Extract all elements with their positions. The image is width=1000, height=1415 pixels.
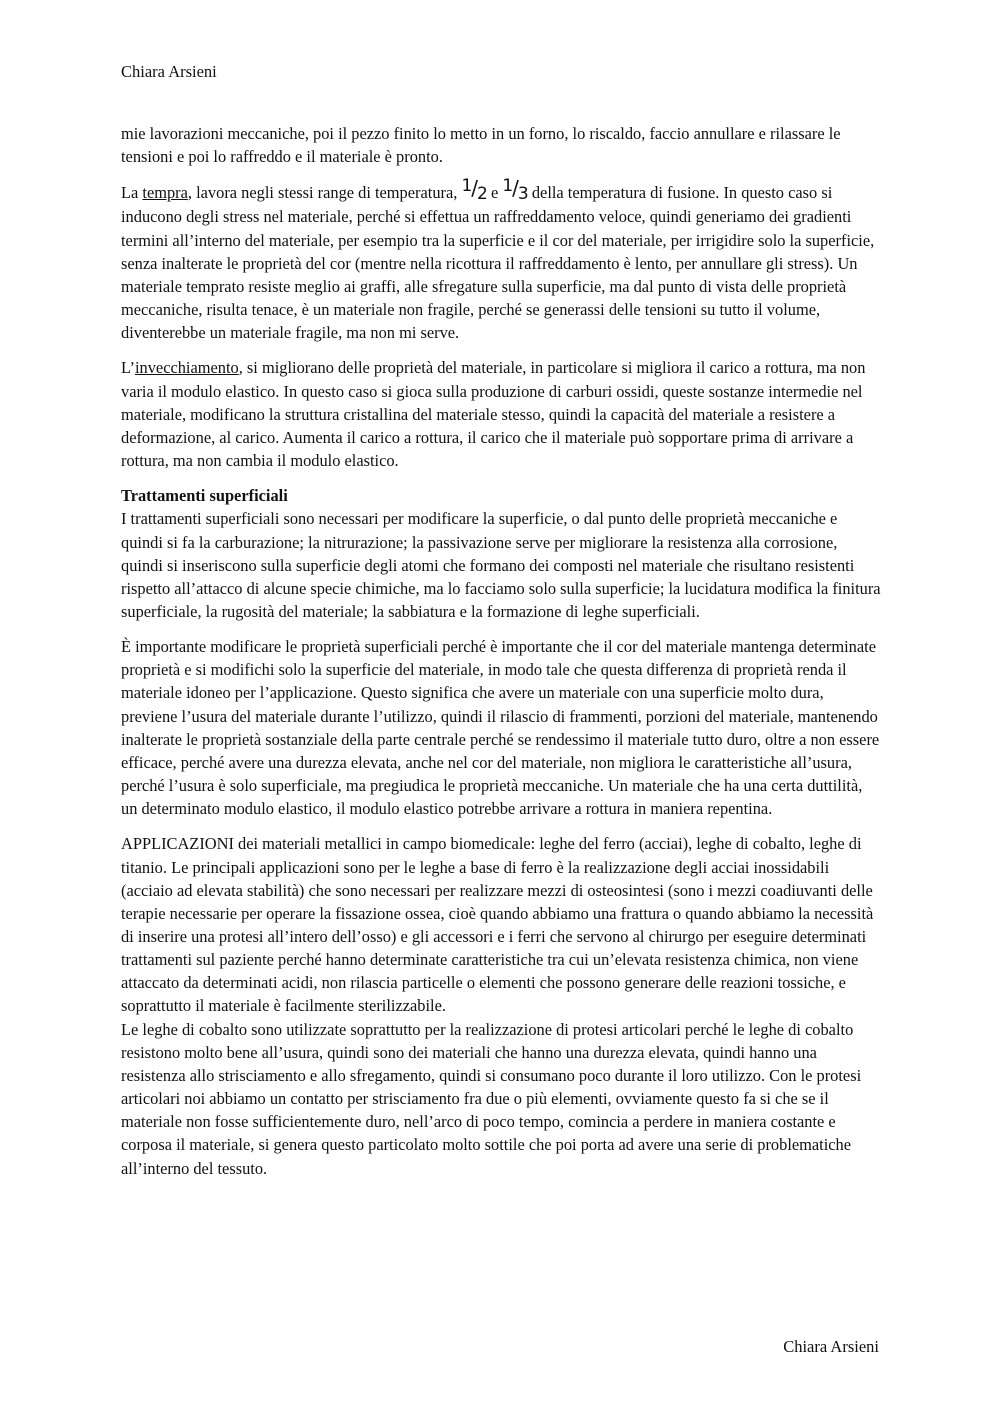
footer-author: Chiara Arsieni <box>783 1337 879 1356</box>
fraction-one-third-numerator: 1 <box>502 176 513 197</box>
paragraph-invecchiamento-text: , si migliorano delle proprietà del materiale, in particolare si migliora il carico a rottura, ma non varia il modulo elastico. In questo caso si gioca sulla produzione di carburi ossidi, queste sostanze intermedie nel materiale, modificano la struttura cristallina del materiale stesso, quindi la capacità del materiale a resistere a deformazione, al carico. Aumenta il carico a rottura, il carico che il materiale può sopportare prima di arrivare a rottura, ma non cambia il modulo elastico. <box>121 358 866 471</box>
fraction-one-third: 1/3 <box>502 176 528 205</box>
fraction-one-half: 1/2 <box>461 176 487 205</box>
fraction-one-half-numerator: 1 <box>461 176 472 197</box>
paragraph-surface-treatments-text: I trattamenti superficiali sono necessari per modificare la superficie, o dal punto delle proprietà meccaniche e quindi si fa la carburazione; la nitrurazione; la passivazione serve per migliorare la resistenza alla corrosione, quindi si inseriscono sulla superficie degli atomi che formano dei composti nel materiale che risultano resistenti rispetto all’attacco di alcune specie chimiche, ma lo facciamo solo sulla superficie; la lucidatura modifica la finitura superficiale, la rugosità del materiale; la sabbiatura e la formazione di leghe superficiali. <box>121 509 881 621</box>
paragraph-tempra-lead: La <box>121 183 143 203</box>
term-invecchiamento: invecchiamento <box>134 358 239 378</box>
paragraph-invecchiamento <box>121 356 881 472</box>
paragraph-invecchiamento-lead: L’ <box>121 358 135 378</box>
paragraph-annealing-end: mie lavorazioni meccaniche, poi il pezzo finito lo metto in un forno, lo riscaldo, faccio annullare e rilassare le tensioni e poi lo raffreddo e il materiale è pronto. <box>121 124 841 167</box>
document-body <box>121 122 881 1192</box>
paragraph-tempra-text-a: , lavora negli stessi range di temperatura, <box>187 183 462 203</box>
paragraph-surface-properties: È importante modificare le proprietà superficiali perché è importante che il cor del materiale mantenga determinate proprietà e si modifichi solo la superficie del materiale, in modo tale che questa differenza di proprietà renda il materiale idoneo per l’applicazione. Questo significa che avere un materiale con una superficie molto dura, previene l’usura del materiale durante l’utilizzo, quindi il rilascio di frammenti, porzioni del materiale, mantenendo inalterate le proprietà sostanziale della parte centrale perché se rendessimo il materiale tutto duro, oltre a non essere efficace, perché avere una durezza elevata, anche nel cor del materiale, non migliora le caratteristiche all’usura, perché l’usura è solo superficiale, ma pregiudica le proprietà meccaniche. Un materiale che ha una certa duttilità, un determinato modulo elastico, il modulo elastico potrebbe arrivare a rottura in maniera repentina. <box>121 637 880 819</box>
paragraph-tempra-text-b: della temperatura di fusione. In questo caso si inducono degli stress nel materiale, perché si effettua un raffreddamento veloce, quindi generiamo dei gradienti termini all’interno del materiale, per esempio tra la superficie e il cor del materiale, per irrigidire solo la superficie, senza inalterate le proprietà del cor (mentre nella ricottura il raffreddamento è lento, per annullare gli stress). Un materiale temprato resiste meglio ai graffi, alle sfregature sulla superficie, ma dal punto di vista delle proprietà meccaniche, risulta tenace, è un materiale non fragile, perché se generassi delle tensioni su tutto il volume, diventerebbe un materiale fragile, ma non mi serve. <box>121 183 875 343</box>
paragraph-surface-treatments <box>121 484 881 623</box>
fraction-one-third-denominator: 3 <box>517 184 528 205</box>
paragraph-cobalt-alloys: Le leghe di cobalto sono utilizzate soprattutto per la realizzazione di protesi articolari perché le leghe di cobalto resistono molto bene all’usura, quindi sono dei materiali che hanno una durezza elevata, quindi hanno una resistenza allo strisciamento e allo sfregamento, quindi si consumano poco durante il loro utilizzo. Con le protesi articolari noi abbiamo un contatto per strisciamento fra due o più elementi, ovviamente questo fa si che se il materiale non fosse sufficientemente duro, nell’arco di poco tempo, comincia a perdere in maniera costante e corposa il materiale, si genera questo particolato molto sottile che poi porta ad avere una serie di problematiche all’interno del tessuto. <box>121 1019 862 1178</box>
paragraph-tempra-and: e <box>486 183 503 203</box>
section-heading-surface-treatments: Trattamenti superficiali <box>121 486 288 506</box>
term-tempra: tempra <box>142 183 188 203</box>
paragraph-tempra <box>121 176 881 344</box>
fraction-one-half-denominator: 2 <box>477 184 487 205</box>
header-author: Chiara Arsieni <box>121 62 217 81</box>
paragraph-applications: APPLICAZIONI dei materiali metallici in campo biomedicale: leghe del ferro (acciai), leghe di cobalto, leghe di titanio. Le principali applicazioni sono per le leghe a base di ferro è la realizzazione degli acciai inossidabili (acciaio ad elevata stabilità) che sono necessari per realizzare mezzi di osteosintesi (sono i mezzi coadiuvanti delle terapie necessarie per operare la fissazione ossea, cioè quando abbiamo una frattura o quando abbiamo la necessità di inserire una protesi all’intero dell’osso) e gli accessori e i ferri che servono al chirurgo per eseguire determinati trattamenti sul paziente perché hanno determinate caratteristiche tra cui un’elevata resistenza chimica, non viene attaccato da determinati acidi, non rilascia particelle o elementi che possono generare delle reazioni tossiche, e soprattutto il materiale è facilmente sterilizzabile. <box>121 834 874 1016</box>
